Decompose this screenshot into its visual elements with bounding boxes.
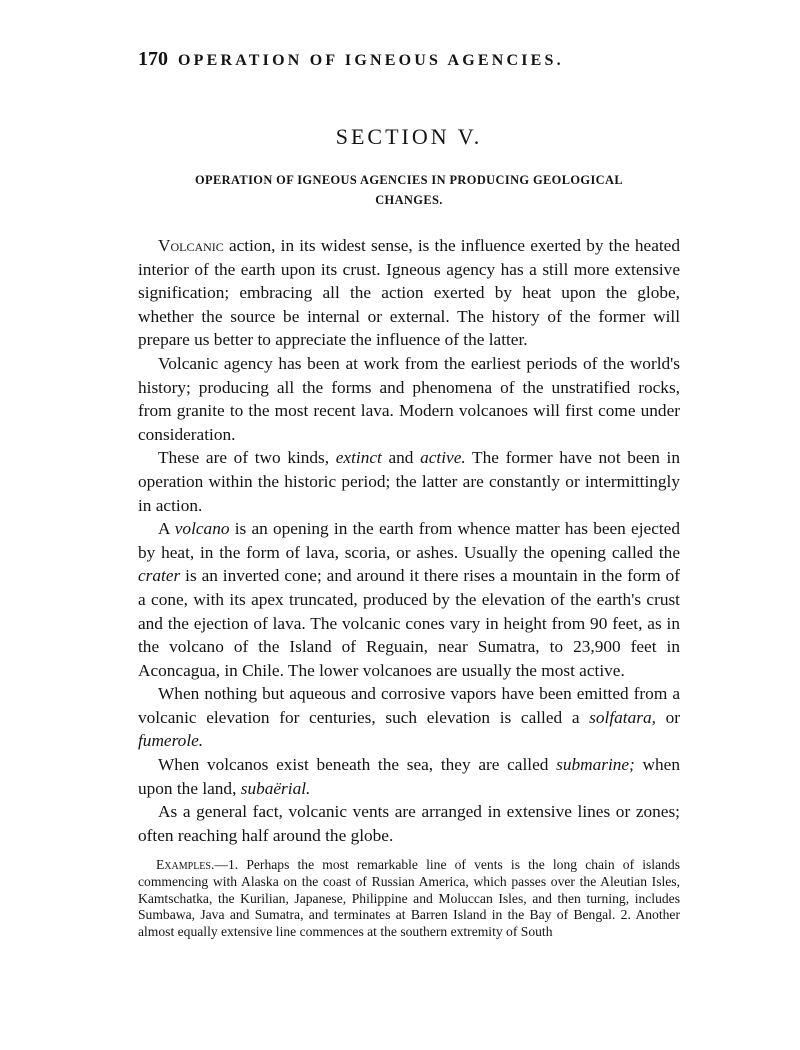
paragraph-submarine [138, 753, 680, 800]
term-submarine: submarine; [556, 755, 635, 775]
section-subtitle-line-1: OPERATION OF IGNEOUS AGENCIES IN PRODUCING GEOLOGICAL [194, 173, 624, 187]
term-subaerial: subaërial. [240, 778, 311, 798]
paragraph-text: When volcanos exist beneath the sea, they are called [158, 755, 557, 775]
paragraph-text: or [655, 707, 680, 727]
running-title: OPERATION OF IGNEOUS AGENCIES. [178, 52, 564, 69]
paragraph-volcano-definition [138, 517, 680, 682]
paragraph-text: is an opening in the earth from whence matter has been ejected by heat, in the form of lava, scoria, or ashes. Usually the opening called the [138, 519, 680, 562]
paragraph-solfatara [138, 682, 680, 753]
paragraph-text: when upon the land, [138, 755, 680, 798]
section-subtitle [138, 170, 680, 210]
section-heading: SECTION V. [335, 124, 483, 149]
page-number: 170 [138, 48, 168, 70]
paragraph-text: and [381, 448, 421, 468]
book-page [138, 48, 680, 954]
body-text [138, 234, 680, 940]
term-crater: crater [138, 566, 181, 586]
paragraph-text: A [158, 519, 175, 539]
paragraph-volcanic-action [138, 234, 680, 352]
paragraph-text: The former have not been in operation within the historic period; the latter are constantly or intermittingly in action. [138, 448, 681, 515]
lead-word: Volcanic [158, 236, 224, 255]
term-extinct: extinct [335, 448, 382, 468]
paragraph-text: When nothing but aqueous and corrosive vapors have been emitted from a volcanic elevation for centuries, such elevation is called a [138, 684, 680, 727]
term-volcano: volcano [174, 519, 230, 539]
paragraph-text: is an inverted cone; and around it there rises a mountain in the form of a cone, with its apex truncated, produced by the elevation of the earth's crust and the ejection of lava. The volcanic cones vary in height from 90 feet, as in the volcano of the Island of Reguain, near Sumatra, to 23,900 feet in Aconcagua, in Chile. The lower volcanoes are usually the most active. [138, 566, 680, 680]
examples-text: —1. Perhaps the most remarkable line of vents is the long chain of islands commencing with Alaska on the coast of Russian America, which passes over the Aleutian Isles, Kamtschatka, the Kurilian, Japanese, Philippine and Moluccan Isles, and then turning, includes Sumbawa, Java and Sumatra, and terminates at Barren Island in the Bay of Bengal. 2. Another almost equally extensive line commences at the southern extremity of South [138, 857, 680, 939]
term-active: active. [420, 448, 466, 468]
section-subtitle-line-2: CHANGES. [375, 193, 443, 207]
paragraph-text: action, in its widest sense, is the influence exerted by the heated interior of the earth upon its crust. Igneous agency has a still more extensive signification; embracing all the action exerted by heat upon the globe, whether the source be internal or external. The history of the former will prepare us better to appreciate the influence of the latter. [138, 236, 680, 350]
paragraph-vent-lines: As a general fact, volcanic vents are arranged in extensive lines or zones; often reaching half around the globe. [138, 802, 680, 845]
term-solfatara: solfatara, [589, 707, 656, 727]
term-fumerole: fumerole. [138, 731, 204, 751]
paragraph-two-kinds [138, 446, 680, 517]
examples-label: Examples. [156, 857, 215, 873]
examples-note [138, 857, 680, 940]
paragraph-volcanic-agency: Volcanic agency has been at work from the earliest periods of the world's history; producing all the forms and phenomena of the unstratified rocks, from granite to the most recent lava. Modern volcanoes will first come under consideration. [138, 353, 680, 444]
running-header [138, 48, 680, 72]
paragraph-text: These are of two kinds, [158, 448, 336, 468]
